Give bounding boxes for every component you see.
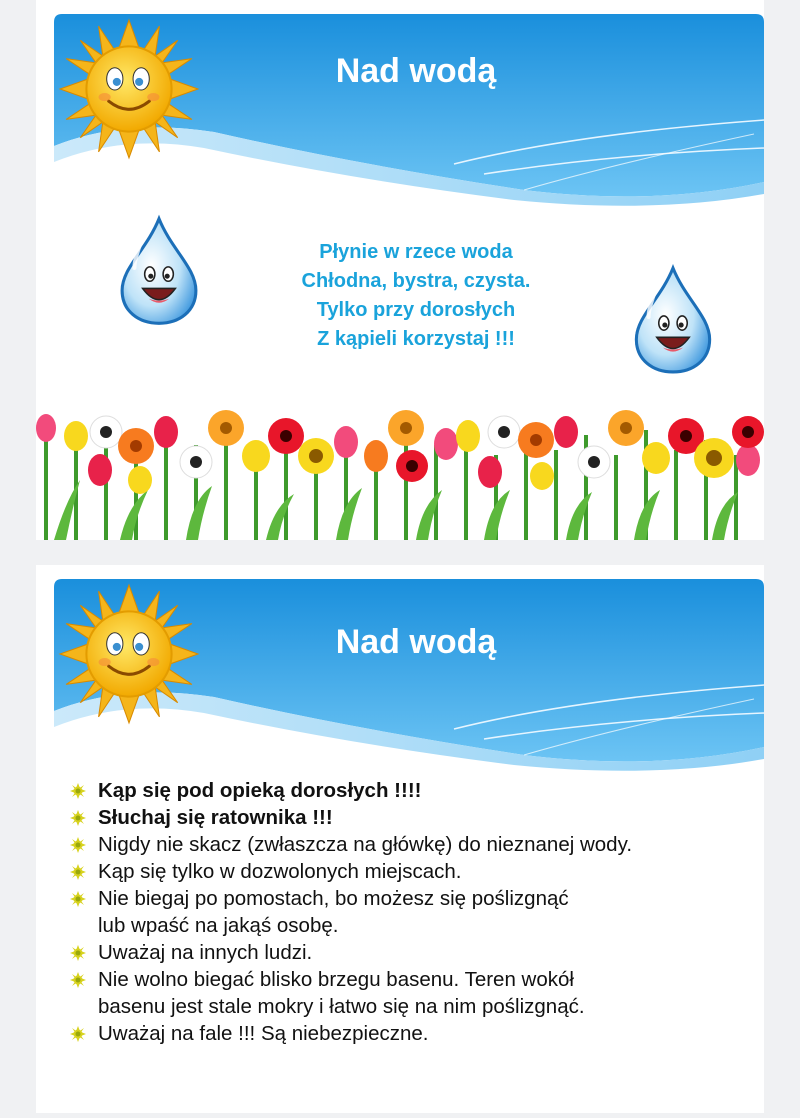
list-item	[68, 831, 758, 858]
bullet-icon	[70, 837, 86, 853]
poem-line: Tylko przy dorosłych	[316, 299, 516, 321]
water-drop-icon	[118, 214, 200, 328]
rule-text: Nigdy nie skacz (zwłaszcza na główkę) do nieznanej wody.	[98, 833, 633, 856]
bullet-icon	[70, 945, 86, 961]
bullet-icon	[70, 783, 86, 799]
slide-1	[36, 0, 764, 540]
rule-text: Nie wolno biegać blisko brzegu basenu. Teren wokół	[98, 968, 574, 991]
bullet-icon	[70, 810, 86, 826]
list-item	[68, 804, 758, 831]
list-item	[68, 1020, 758, 1047]
list-item	[68, 858, 758, 885]
poem-line: Z kąpieli korzystaj !!!	[317, 328, 515, 350]
rule-text: Nie biegaj po pomostach, bo możesz się poślizgnąć	[98, 887, 569, 910]
list-item	[68, 885, 758, 939]
slide-title: Nad wodą	[335, 623, 497, 661]
poem	[236, 238, 596, 354]
rule-text: Uważaj na innych ludzi.	[98, 941, 313, 964]
rule-text: Kąp się tylko w dozwolonych miejscach.	[98, 860, 462, 883]
rule-text: lub wpaść na jakąś osobę.	[98, 914, 339, 937]
poem-line: Płynie w rzece woda	[319, 241, 513, 263]
rule-text: Uważaj na fale !!! Są niebezpieczne.	[98, 1022, 429, 1045]
safety-rules-list	[68, 777, 758, 1047]
slide-2	[36, 565, 764, 1113]
list-item	[68, 777, 758, 804]
list-item	[68, 939, 758, 966]
slide-title: Nad wodą	[335, 52, 497, 90]
rule-text: basenu jest stale mokry i łatwo się na nim poślizgnąć.	[98, 995, 585, 1018]
water-drop-icon	[630, 264, 716, 376]
list-item	[68, 966, 758, 1020]
bullet-icon	[70, 1026, 86, 1042]
flower-border	[36, 410, 764, 540]
sun-icon	[58, 18, 200, 160]
bullet-icon	[70, 891, 86, 907]
poem-line: Chłodna, bystra, czysta.	[301, 270, 531, 292]
rule-text: Kąp się pod opieką dorosłych !!!!	[98, 779, 422, 802]
bullet-icon	[70, 864, 86, 880]
rule-text: Słuchaj się ratownika !!!	[98, 806, 333, 829]
sun-icon	[58, 583, 200, 725]
bullet-icon	[70, 972, 86, 988]
